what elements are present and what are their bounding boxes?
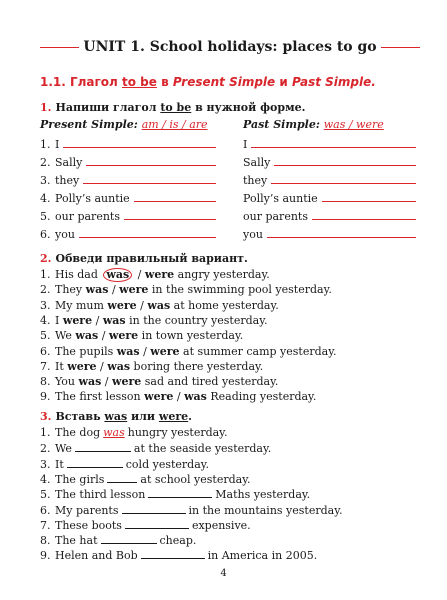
- sentence-start: The third lesson: [55, 488, 146, 502]
- answer-blank[interactable]: [86, 153, 216, 166]
- sentence-start: His dad: [55, 268, 102, 281]
- task1-left-row: [40, 171, 216, 189]
- option-1[interactable]: were: [62, 313, 93, 327]
- option-2[interactable]: was: [147, 298, 171, 312]
- present-simple-forms: am / is / are: [141, 118, 208, 131]
- item-subject: Polly’s auntie: [243, 192, 318, 205]
- item-number: 7.: [40, 518, 51, 532]
- answer-blank[interactable]: [83, 171, 216, 184]
- answer-blank[interactable]: [148, 485, 212, 498]
- option-2[interactable]: were: [144, 268, 175, 281]
- option-1[interactable]: were: [107, 298, 137, 312]
- item-number: 1.: [40, 426, 51, 439]
- task1-left-row: [40, 189, 216, 207]
- sentence-start: It: [55, 457, 64, 471]
- answer-blank[interactable]: [125, 516, 189, 529]
- item-subject: you: [55, 228, 75, 241]
- unit-title: [40, 36, 420, 58]
- task2-title: [40, 252, 248, 265]
- item-subject: they: [55, 174, 80, 187]
- section-verb: to be: [122, 75, 157, 89]
- answer-blank[interactable]: [101, 531, 157, 544]
- sentence-start: It: [55, 359, 68, 373]
- option-2[interactable]: were: [150, 344, 180, 358]
- sentence-end: at the seaside yesterday.: [133, 442, 272, 456]
- option-separator: /: [108, 283, 120, 297]
- item-number: 6.: [40, 228, 51, 241]
- past-simple-forms: was / were: [323, 118, 384, 131]
- item-subject: Sally: [243, 156, 271, 169]
- item-number: 2.: [40, 442, 51, 456]
- task3-title-end: .: [188, 410, 193, 423]
- task1-left-row: [40, 225, 216, 243]
- item-subject: you: [243, 228, 263, 241]
- answer-blank[interactable]: [79, 225, 216, 238]
- option-separator: /: [98, 329, 109, 343]
- task1-left-row: [40, 135, 216, 153]
- sentence-start: My mum: [55, 298, 108, 312]
- item-number: 3.: [40, 174, 51, 187]
- item-number: 2.: [40, 156, 51, 169]
- item-number: 9.: [40, 390, 51, 404]
- task3-title-a: Вставь: [55, 410, 105, 423]
- task1-right-row: [243, 171, 416, 189]
- item-number: 1.: [40, 138, 51, 151]
- option-2[interactable]: was: [107, 359, 131, 373]
- answer-blank[interactable]: [267, 225, 416, 238]
- sentence-start: Helen and Bob: [55, 549, 138, 563]
- option-separator: /: [173, 390, 185, 404]
- section-prefix: 1.1. Глагол: [40, 75, 123, 89]
- task1-title-verb: to be: [160, 101, 192, 114]
- present-simple-label: Present Simple:: [40, 118, 142, 131]
- answer-blank[interactable]: [141, 546, 205, 559]
- item-subject: they: [243, 174, 268, 187]
- item-number: 8.: [40, 375, 51, 389]
- answer-blank[interactable]: [251, 135, 416, 148]
- section-title: [40, 75, 376, 89]
- option-circled[interactable]: was: [103, 268, 132, 282]
- section-tense1: Present Simple: [172, 75, 276, 89]
- title-rule-left: [40, 47, 79, 48]
- sentence-start: They: [55, 283, 86, 297]
- item-number: 5.: [40, 329, 51, 343]
- answer-blank[interactable]: [271, 171, 416, 184]
- sentence-end: cold yesterday.: [125, 457, 210, 471]
- option-separator: /: [139, 344, 151, 358]
- sentence-end: angry yesterday.: [174, 268, 270, 281]
- option-2[interactable]: was: [102, 313, 126, 327]
- item-number: 8.: [40, 534, 51, 548]
- item-subject: Polly’s auntie: [55, 192, 130, 205]
- sentence-end: hungry yesterday.: [127, 426, 228, 439]
- task1-title-b: в нужной форме.: [191, 101, 306, 114]
- sentence-start: We: [55, 442, 72, 456]
- sentence-end: Reading yesterday.: [206, 390, 317, 404]
- answer-blank[interactable]: [75, 439, 131, 452]
- section-tense2: Past Simple.: [291, 75, 376, 89]
- sentence-end: in the mountains yesterday.: [188, 503, 343, 517]
- task3-title: [40, 410, 192, 423]
- answer-blank[interactable]: [107, 470, 137, 483]
- sentence-start: We: [55, 329, 76, 343]
- task1-title-a: Напиши глагол: [55, 101, 161, 114]
- option-1[interactable]: was: [116, 344, 140, 358]
- answer-blank[interactable]: [274, 153, 416, 166]
- task2-row: [40, 388, 316, 406]
- past-simple-label: Past Simple:: [243, 118, 324, 131]
- task1-right-row: [243, 153, 416, 171]
- past-simple-head: [243, 118, 384, 131]
- item-number: 3.: [40, 457, 51, 471]
- sentence-start: These boots: [55, 518, 122, 532]
- answer-blank[interactable]: [124, 207, 216, 220]
- answer-blank[interactable]: [122, 501, 186, 514]
- filled-answer: was: [103, 426, 125, 439]
- task3-title-were: were: [158, 410, 189, 423]
- answer-blank[interactable]: [312, 207, 416, 220]
- option-2[interactable]: were: [108, 329, 139, 343]
- section-and: и: [275, 75, 292, 89]
- option-1[interactable]: was: [85, 283, 109, 297]
- item-number: 4.: [40, 472, 51, 486]
- sentence-start: The first lesson: [55, 390, 145, 404]
- sentence-end: at home yesterday.: [170, 298, 279, 312]
- item-number: 7.: [40, 359, 51, 373]
- sentence-end: expensive.: [191, 518, 251, 532]
- title-rule-right: [381, 47, 420, 48]
- task1-right-row: [243, 207, 416, 225]
- sentence-start: My parents: [55, 503, 119, 517]
- task3-row: [40, 546, 317, 564]
- sentence-start: The girls: [55, 472, 105, 486]
- option-separator: /: [136, 298, 148, 312]
- option-1[interactable]: was: [75, 329, 99, 343]
- sentence-end: sad and tired yesterday.: [141, 375, 279, 389]
- task1-right-row: [243, 189, 416, 207]
- sentence-start: I: [55, 313, 63, 327]
- item-subject: I: [243, 138, 248, 151]
- item-subject: our parents: [55, 210, 120, 223]
- option-2[interactable]: was: [184, 390, 207, 404]
- task2-number: 2.: [40, 252, 52, 265]
- task1-title: [40, 101, 305, 114]
- sentence-start: You: [55, 375, 79, 389]
- answer-blank[interactable]: [67, 455, 123, 468]
- item-number: 5.: [40, 488, 51, 502]
- sentence-end: in town yesterday.: [138, 329, 244, 343]
- option-1[interactable]: were: [144, 390, 174, 404]
- sentence-end: cheap.: [159, 534, 197, 548]
- sentence-end: at summer camp yesterday.: [179, 344, 337, 358]
- sentence-start: The pupils: [55, 344, 117, 358]
- page-number: 4: [220, 568, 227, 579]
- item-subject: our parents: [243, 210, 308, 223]
- item-number: 3.: [40, 298, 51, 312]
- option-2[interactable]: were: [119, 283, 149, 297]
- sentence-end: in the country yesterday.: [125, 313, 268, 327]
- task1-number: 1.: [40, 101, 52, 114]
- section-middle: в: [156, 75, 173, 89]
- task1-right-row: [243, 135, 416, 153]
- task1-left-row: [40, 153, 216, 171]
- sentence-start: The hat: [55, 534, 98, 548]
- task2-title-text: Обведи правильный вариант.: [55, 252, 248, 265]
- sentence-end: in America in 2005.: [207, 549, 318, 563]
- sentence-end: Maths yesterday.: [215, 488, 311, 502]
- task3-title-mid: или: [127, 410, 159, 423]
- answer-blank[interactable]: [63, 135, 216, 148]
- item-number: 1.: [40, 268, 51, 281]
- option-separator: /: [101, 375, 113, 389]
- item-number: 9.: [40, 549, 51, 563]
- unit-title-text: UNIT 1. School holidays: places to go: [83, 39, 377, 55]
- task1-right-row: [243, 225, 416, 243]
- task3-number: 3.: [40, 410, 52, 423]
- item-number: 6.: [40, 344, 51, 358]
- option-1[interactable]: was: [78, 375, 102, 389]
- item-number: 2.: [40, 283, 51, 297]
- sentence-start: The dog: [55, 426, 101, 439]
- present-simple-head: [40, 118, 208, 131]
- answer-blank[interactable]: [134, 189, 216, 202]
- answer-blank[interactable]: [322, 189, 416, 202]
- option-separator: /: [96, 359, 108, 373]
- item-number: 4.: [40, 192, 51, 205]
- option-separator: /: [134, 268, 145, 281]
- option-1[interactable]: were: [67, 359, 97, 373]
- option-2[interactable]: were: [112, 375, 142, 389]
- sentence-end: boring there yesterday.: [130, 359, 264, 373]
- item-number: 5.: [40, 210, 51, 223]
- item-subject: I: [55, 138, 60, 151]
- item-number: 4.: [40, 313, 51, 327]
- task1-left-row: [40, 207, 216, 225]
- option-separator: /: [92, 313, 103, 327]
- task3-title-was: was: [104, 410, 128, 423]
- sentence-end: in the swimming pool yesterday.: [148, 283, 332, 297]
- item-subject: Sally: [55, 156, 83, 169]
- item-number: 6.: [40, 503, 51, 517]
- sentence-end: at school yesterday.: [140, 472, 251, 486]
